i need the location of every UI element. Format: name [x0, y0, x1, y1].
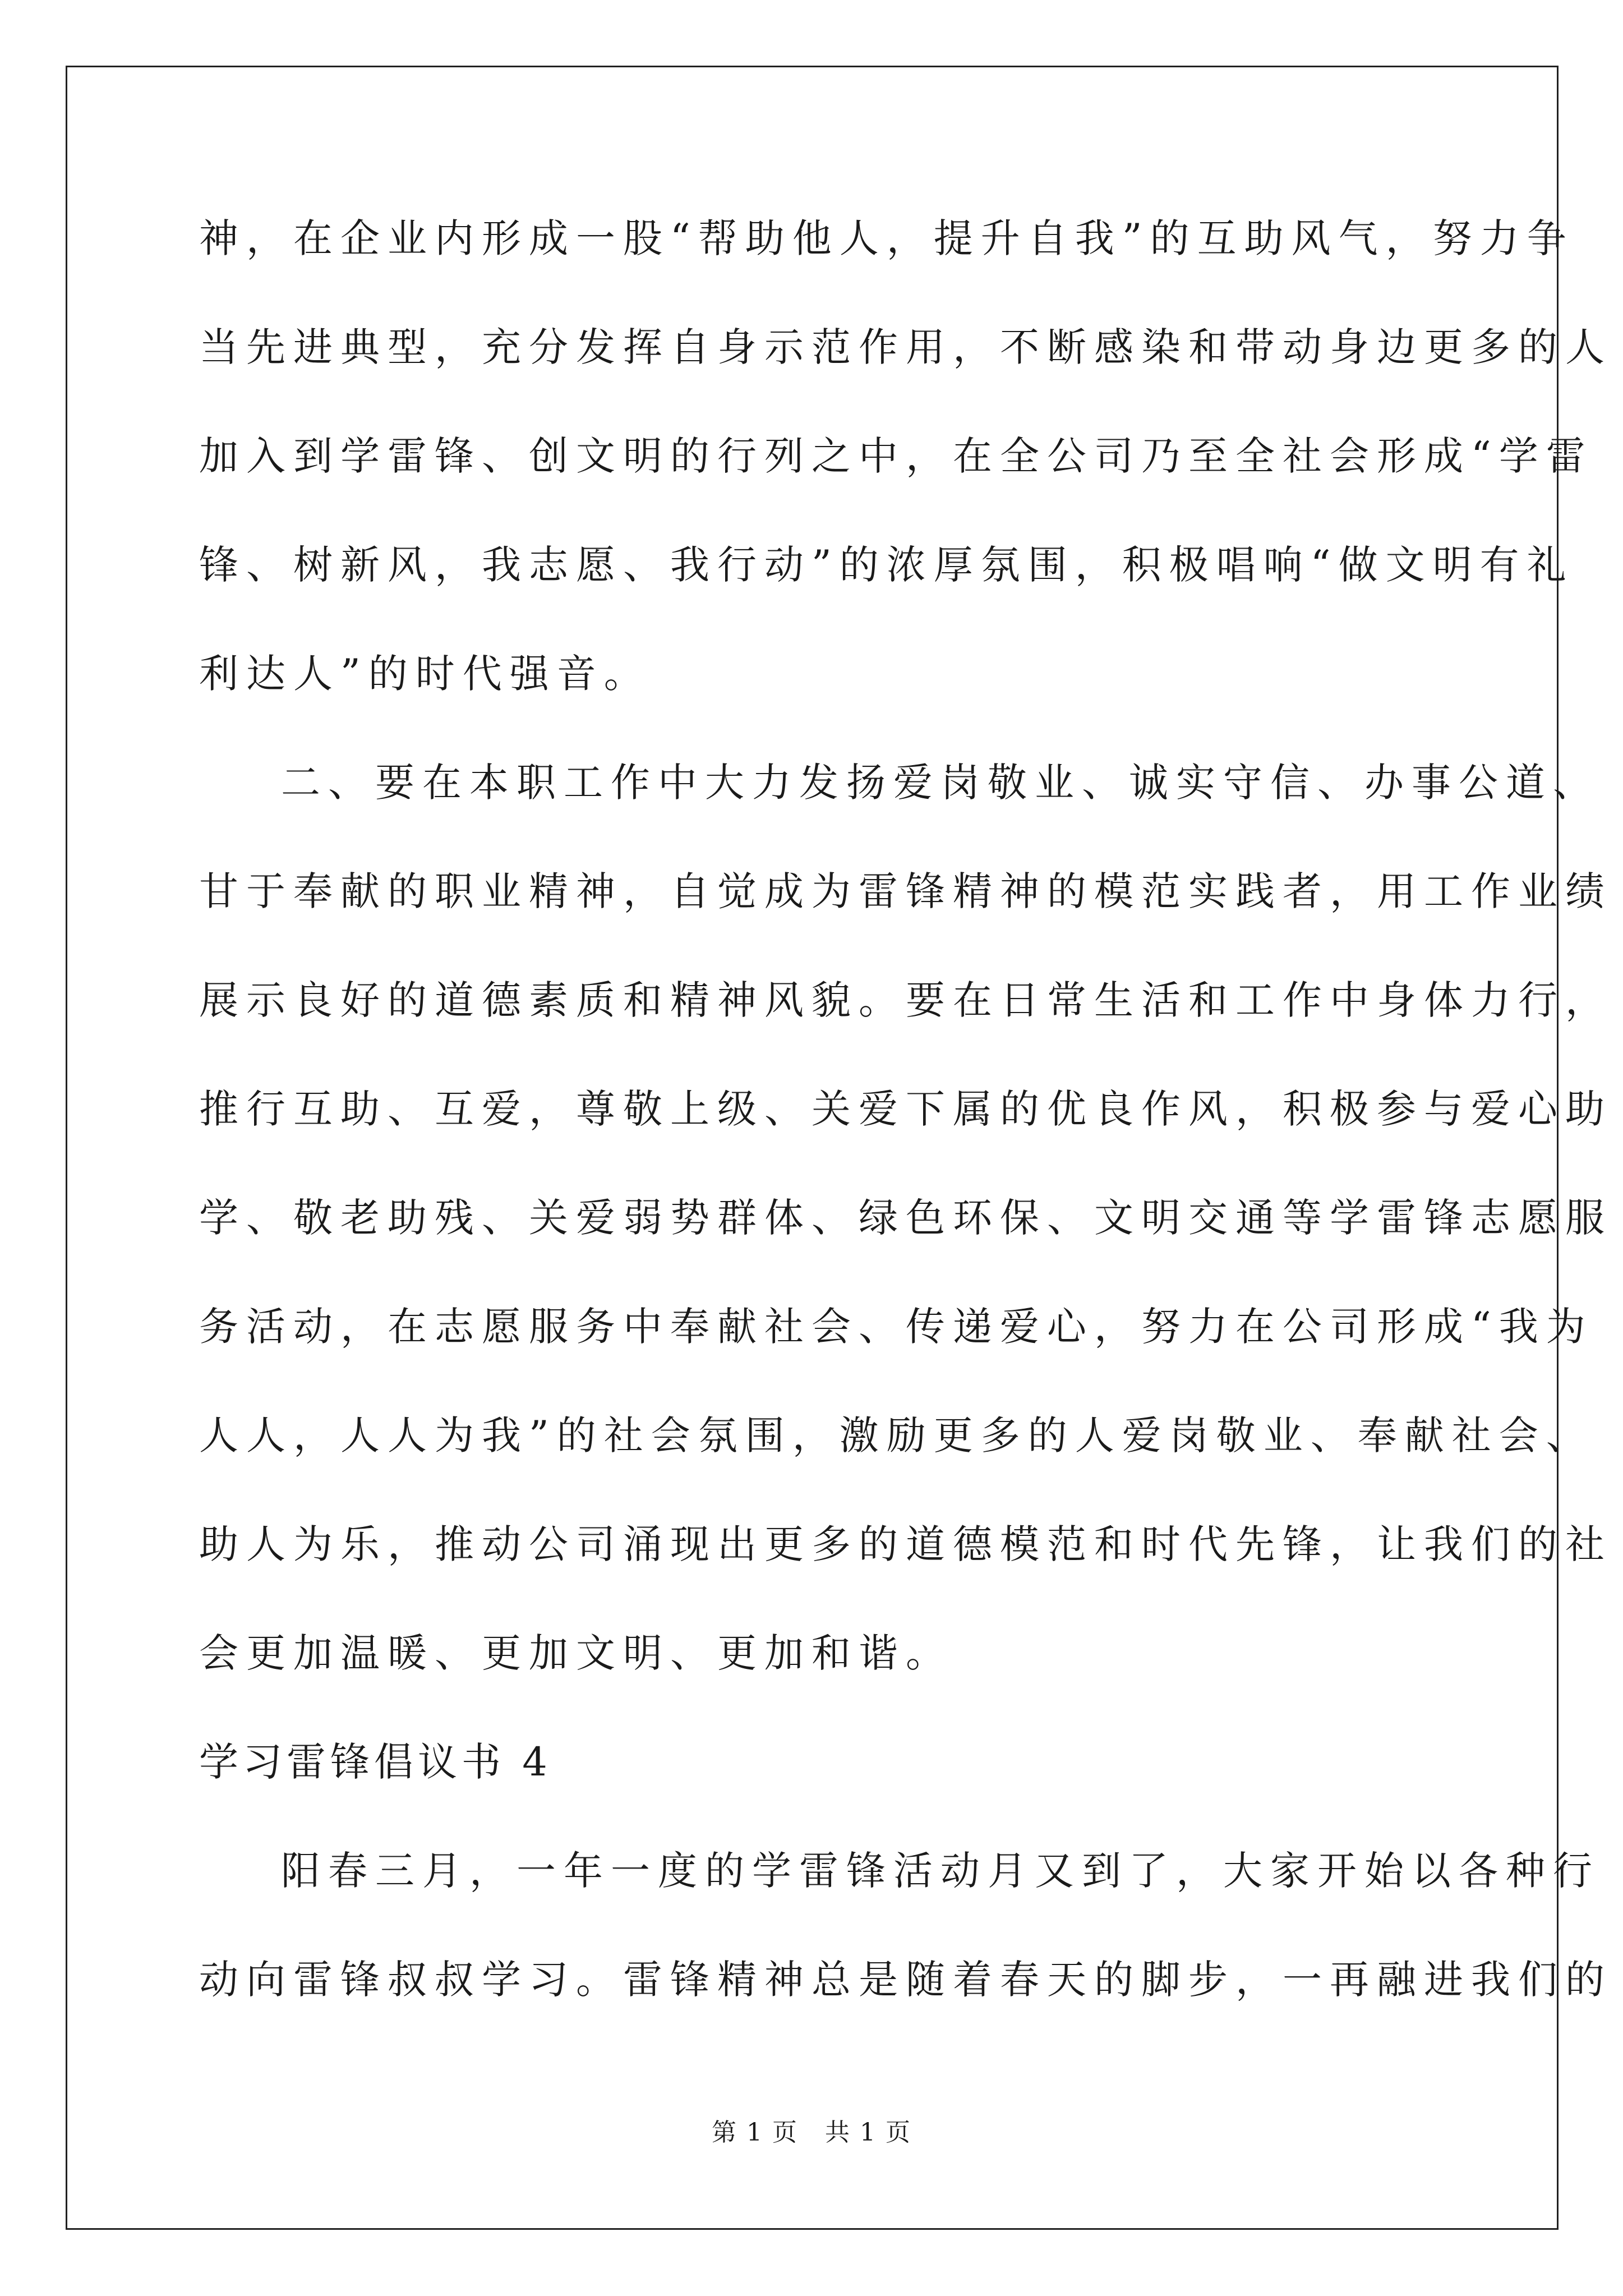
body-line-7: 甘于奉献的职业精神，自觉成为雷锋精神的模范实践者，用工作业绩 [199, 868, 1612, 914]
body-line-12: 人人，人人为我”的社会氛围，激励更多的人爱岗敬业、奉献社会、 [199, 1412, 1593, 1458]
body-line-9: 推行互助、互爱，尊敬上级、关爱下属的优良作风，积极参与爱心助 [199, 1086, 1612, 1132]
page-footer [0, 2119, 1623, 2147]
body-line-14: 会更加温暖、更加文明、更加和谐。 [199, 1630, 953, 1676]
section-heading: 学习雷锋倡议书 4 [199, 1739, 552, 1785]
body-line-11: 务活动，在志愿服务中奉献社会、传递爱心，努力在公司形成“我为 [199, 1304, 1593, 1350]
paragraph-3-first-line: 阳春三月，一年一度的学雷锋活动月又到了，大家开始以各种行 [281, 1848, 1600, 1894]
body-line-10: 学、敬老助残、关爱弱势群体、绿色环保、文明交通等学雷锋志愿服 [199, 1195, 1612, 1241]
body-line-1: 神，在企业内形成一股“帮助他人，提升自我”的互助风气，努力争 [199, 215, 1574, 261]
body-line-4: 锋、树新风，我志愿、我行动”的浓厚氛围，积极唱响“做文明有礼 [199, 542, 1574, 588]
body-line-13: 助人为乐，推动公司涌现出更多的道德模范和时代先锋，让我们的社 [199, 1521, 1612, 1567]
body-line-8: 展示良好的道德素质和精神风貌。要在日常生活和工作中身体力行， [199, 977, 1612, 1023]
body-line-5: 利达人”的时代强音。 [199, 651, 651, 697]
body-line-17: 动向雷锋叔叔学习。雷锋精神总是随着春天的脚步，一再融进我们的 [199, 1957, 1612, 2003]
document-body [199, 215, 1612, 2069]
body-line-3: 加入到学雷锋、创文明的行列之中，在全公司乃至全社会形成“学雷 [199, 433, 1593, 479]
body-line-2: 当先进典型，充分发挥自身示范作用，不断感染和带动身边更多的人 [199, 324, 1612, 370]
page-number-total: 共 1 页 [825, 2118, 911, 2147]
paragraph-2-first-line: 二、要在本职工作中大力发扬爱岗敬业、诚实守信、办事公道、 [281, 760, 1600, 806]
page-number-current: 第 1 页 [712, 2118, 798, 2147]
